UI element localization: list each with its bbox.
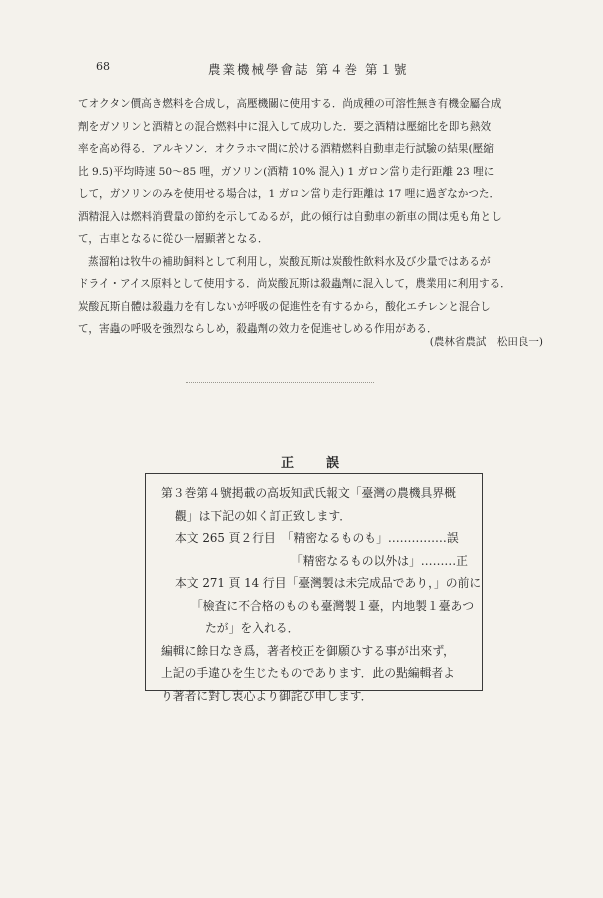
body-line: 酒精混入は燃料消費量の節約を示してゐるが，此の傾行は自動車の新車の間は兎も角とし [78,210,502,223]
section-divider [186,382,374,383]
body-line: 率を高め得る．アルキソン．オクラホマ間に於ける酒精燃料自動車走行試驗の結果(壓縮 [78,143,494,155]
errata-line: たが」を入れる． [205,621,300,635]
body-line: ドライ・アイス原料として使用する．尚炭酸瓦斯は殺蟲劑に混入して，農業用に利用する． [78,278,511,290]
body-line: して，ガソリンのみを使用せる場合は，1 ガロン當り走行距離は 17 哩に過ぎなかつた． [78,188,501,200]
author-signature: (農林省農試 松田良一) [429,336,543,348]
errata-line: 第３巻第４號掲載の高坂知武氏報文「臺灣の農機具界概 [161,486,456,500]
errata-line: 觀」は下記の如く訂正致します． [175,508,352,523]
body-line: 炭酸瓦斯自體は殺蟲力を有しないが呼吸の促進性を有するから，酸化エチレンと混合し [78,300,491,313]
errata-notice [161,482,481,707]
errata-line: り著者に對し衷心より御詫び申します． [161,688,373,703]
body-line: てオクタン價高き燃料を合成し，高壓機關に使用する．尚成種の可溶性無き有機金屬合成 [78,98,502,110]
errata-line: 本文 265 頁２行目 「精密なるものも」……………誤 [175,531,459,545]
body-line: 比 9.5)平均時速 50〜85 哩，ガソリン(酒精 10% 混入) 1 ガロン當り走行距離 23 哩に [78,165,495,178]
body-line: て，害蟲の呼吸を強烈ならしめ，殺蟲劑の效力を促進せしめる作用がある． [78,323,438,335]
journal-title: 農業機械學會誌 第４巻 第１號 [208,62,409,77]
errata-line: 「精密なるもの以外は」………正 [291,553,468,568]
body-line: て，古車となるに從ひ一層顯著となる． [78,233,269,245]
errata-line: 「檢査に不合格のものも臺灣製１臺，内地製１臺あつ [191,598,475,613]
body-line: 劑をガソリンと酒精との混合燃料中に混入して成功した．要之酒精は壓縮比を即ち熱效 [78,120,492,133]
errata-title: 正誤 [281,456,372,471]
errata-line: 編輯に餘日なき爲，著者校正を御願ひする事が出來ず， [161,643,455,658]
errata-line: 本文 271 頁 14 行目「臺灣製は未完成品であり，」の前に [175,576,481,590]
body-line: 蒸溜粕は牧牛の補助飼料として利用し，炭酸瓦斯は炭酸性飲料水及び少量ではあるが [88,255,491,268]
article-body [78,93,548,341]
errata-line: 上記の手違ひを生じたものであります．此の點編輯者よ [161,666,455,680]
page-number: 68 [96,60,110,73]
page-header [0,60,603,80]
